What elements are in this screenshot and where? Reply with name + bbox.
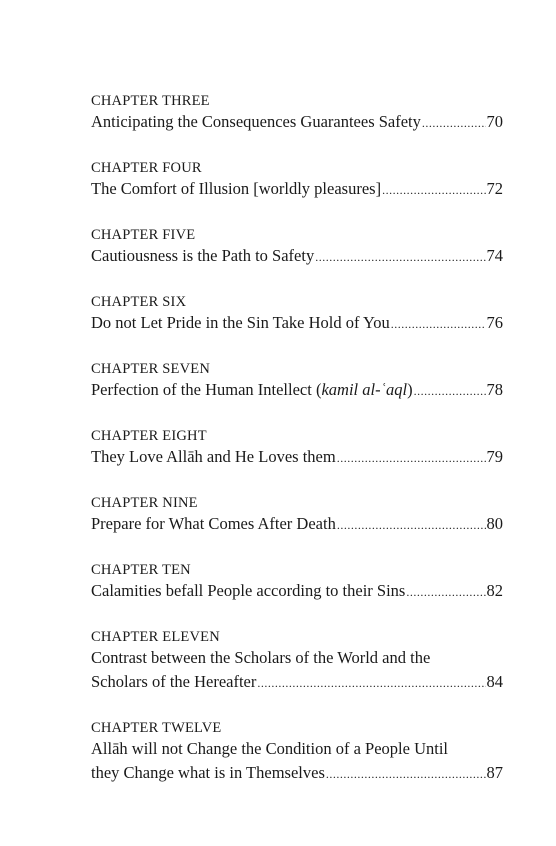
- chapter-title-text: [91, 378, 413, 402]
- chapter-label: CHAPTER SIX: [91, 294, 187, 310]
- dot-leader: [315, 245, 485, 269]
- page-number: 70: [486, 112, 503, 131]
- title-italic-term: kamil al-ʿaql: [321, 380, 408, 399]
- chapter-label: CHAPTER SEVEN: [91, 361, 211, 377]
- chapter-title-text: [91, 512, 336, 536]
- title-text: Calamities befall People according to their Sins: [91, 581, 406, 600]
- chapter-title-text: [91, 110, 421, 134]
- chapter-title-text: [91, 579, 405, 603]
- chapter-label: CHAPTER EIGHT: [91, 428, 207, 444]
- toc-entry: [91, 494, 503, 537]
- chapter-title-line: [91, 670, 503, 695]
- page-number: 82: [486, 581, 503, 600]
- chapter-title[interactable]: [91, 445, 503, 470]
- dot-leader: [257, 671, 485, 695]
- chapter-title-line: [91, 646, 503, 670]
- chapter-label: CHAPTER NINE: [91, 495, 198, 511]
- title-text: Perfection of the Human Intellect (: [91, 380, 322, 399]
- chapter-label: CHAPTER FIVE: [91, 227, 196, 243]
- page-number: 79: [486, 447, 503, 466]
- dot-leader: [326, 762, 486, 786]
- toc-entry: [91, 159, 503, 202]
- chapter-title[interactable]: [91, 646, 503, 695]
- page-number: 74: [486, 246, 503, 265]
- dot-leader: [337, 446, 486, 470]
- chapter-title[interactable]: [91, 311, 503, 336]
- page-number: 76: [486, 313, 503, 332]
- chapter-title[interactable]: [91, 110, 503, 135]
- chapter-title-text: [91, 177, 381, 201]
- page-number: 80: [486, 514, 503, 533]
- chapter-title[interactable]: [91, 378, 503, 403]
- dot-leader: [337, 513, 486, 537]
- chapter-title-line: [91, 737, 503, 761]
- chapter-title-text: [91, 445, 336, 469]
- chapter-title-line: [91, 579, 503, 604]
- title-text: they Change what is in Themselves: [91, 763, 325, 782]
- chapter-label: CHAPTER ELEVEN: [91, 629, 220, 645]
- title-text: The Comfort of Illusion [worldly pleasures]: [91, 179, 382, 198]
- dot-leader: [382, 178, 485, 202]
- chapter-label: CHAPTER TWELVE: [91, 720, 222, 736]
- dot-leader: [414, 379, 486, 403]
- page-number: 84: [486, 672, 503, 691]
- chapter-title-text: [91, 737, 448, 761]
- chapter-title-text: [91, 244, 314, 268]
- page-number: 72: [486, 179, 503, 198]
- chapter-title-line: [91, 445, 503, 470]
- chapter-title[interactable]: [91, 512, 503, 537]
- chapter-title-text: [91, 646, 430, 670]
- dot-leader: [422, 111, 486, 135]
- page-number: 87: [486, 763, 503, 782]
- toc-entry: [91, 628, 503, 695]
- table-of-contents: [91, 92, 503, 810]
- chapter-label: CHAPTER THREE: [91, 93, 210, 109]
- toc-entry: [91, 293, 503, 336]
- chapter-title-line: [91, 378, 503, 403]
- chapter-title-line: [91, 512, 503, 537]
- toc-entry: [91, 92, 503, 135]
- toc-entry: [91, 226, 503, 269]
- title-text: Anticipating the Consequences Guarantees Safety: [91, 112, 421, 131]
- chapter-title-line: [91, 177, 503, 202]
- dot-leader: [406, 580, 485, 604]
- title-text: Contrast between the Scholars of the World and the: [91, 648, 431, 667]
- title-text: Prepare for What Comes After Death: [91, 514, 336, 533]
- chapter-title[interactable]: [91, 244, 503, 269]
- toc-entry: [91, 561, 503, 604]
- dot-leader: [391, 312, 486, 336]
- title-text: Allāh will not Change the Condition of a People Until: [91, 739, 448, 758]
- title-text-suffix: ): [407, 380, 413, 399]
- chapter-title-text: [91, 311, 390, 335]
- chapter-title[interactable]: [91, 579, 503, 604]
- title-text: Scholars of the Hereafter: [91, 672, 257, 691]
- title-text: Do not Let Pride in the Sin Take Hold of You: [91, 313, 390, 332]
- title-text: They Love Allāh and He Loves them: [91, 447, 336, 466]
- chapter-title-text: [91, 670, 256, 694]
- chapter-label: CHAPTER FOUR: [91, 160, 202, 176]
- chapter-title-line: [91, 244, 503, 269]
- toc-entry: [91, 719, 503, 786]
- page-number: 78: [486, 380, 503, 399]
- chapter-title-line: [91, 110, 503, 135]
- chapter-title[interactable]: [91, 737, 503, 786]
- toc-entry: [91, 427, 503, 470]
- chapter-title-line: [91, 311, 503, 336]
- chapter-label: CHAPTER TEN: [91, 562, 191, 578]
- toc-entry: [91, 360, 503, 403]
- chapter-title[interactable]: [91, 177, 503, 202]
- chapter-title-line: [91, 761, 503, 786]
- chapter-title-text: [91, 761, 325, 785]
- title-text: Cautiousness is the Path to Safety: [91, 246, 315, 265]
